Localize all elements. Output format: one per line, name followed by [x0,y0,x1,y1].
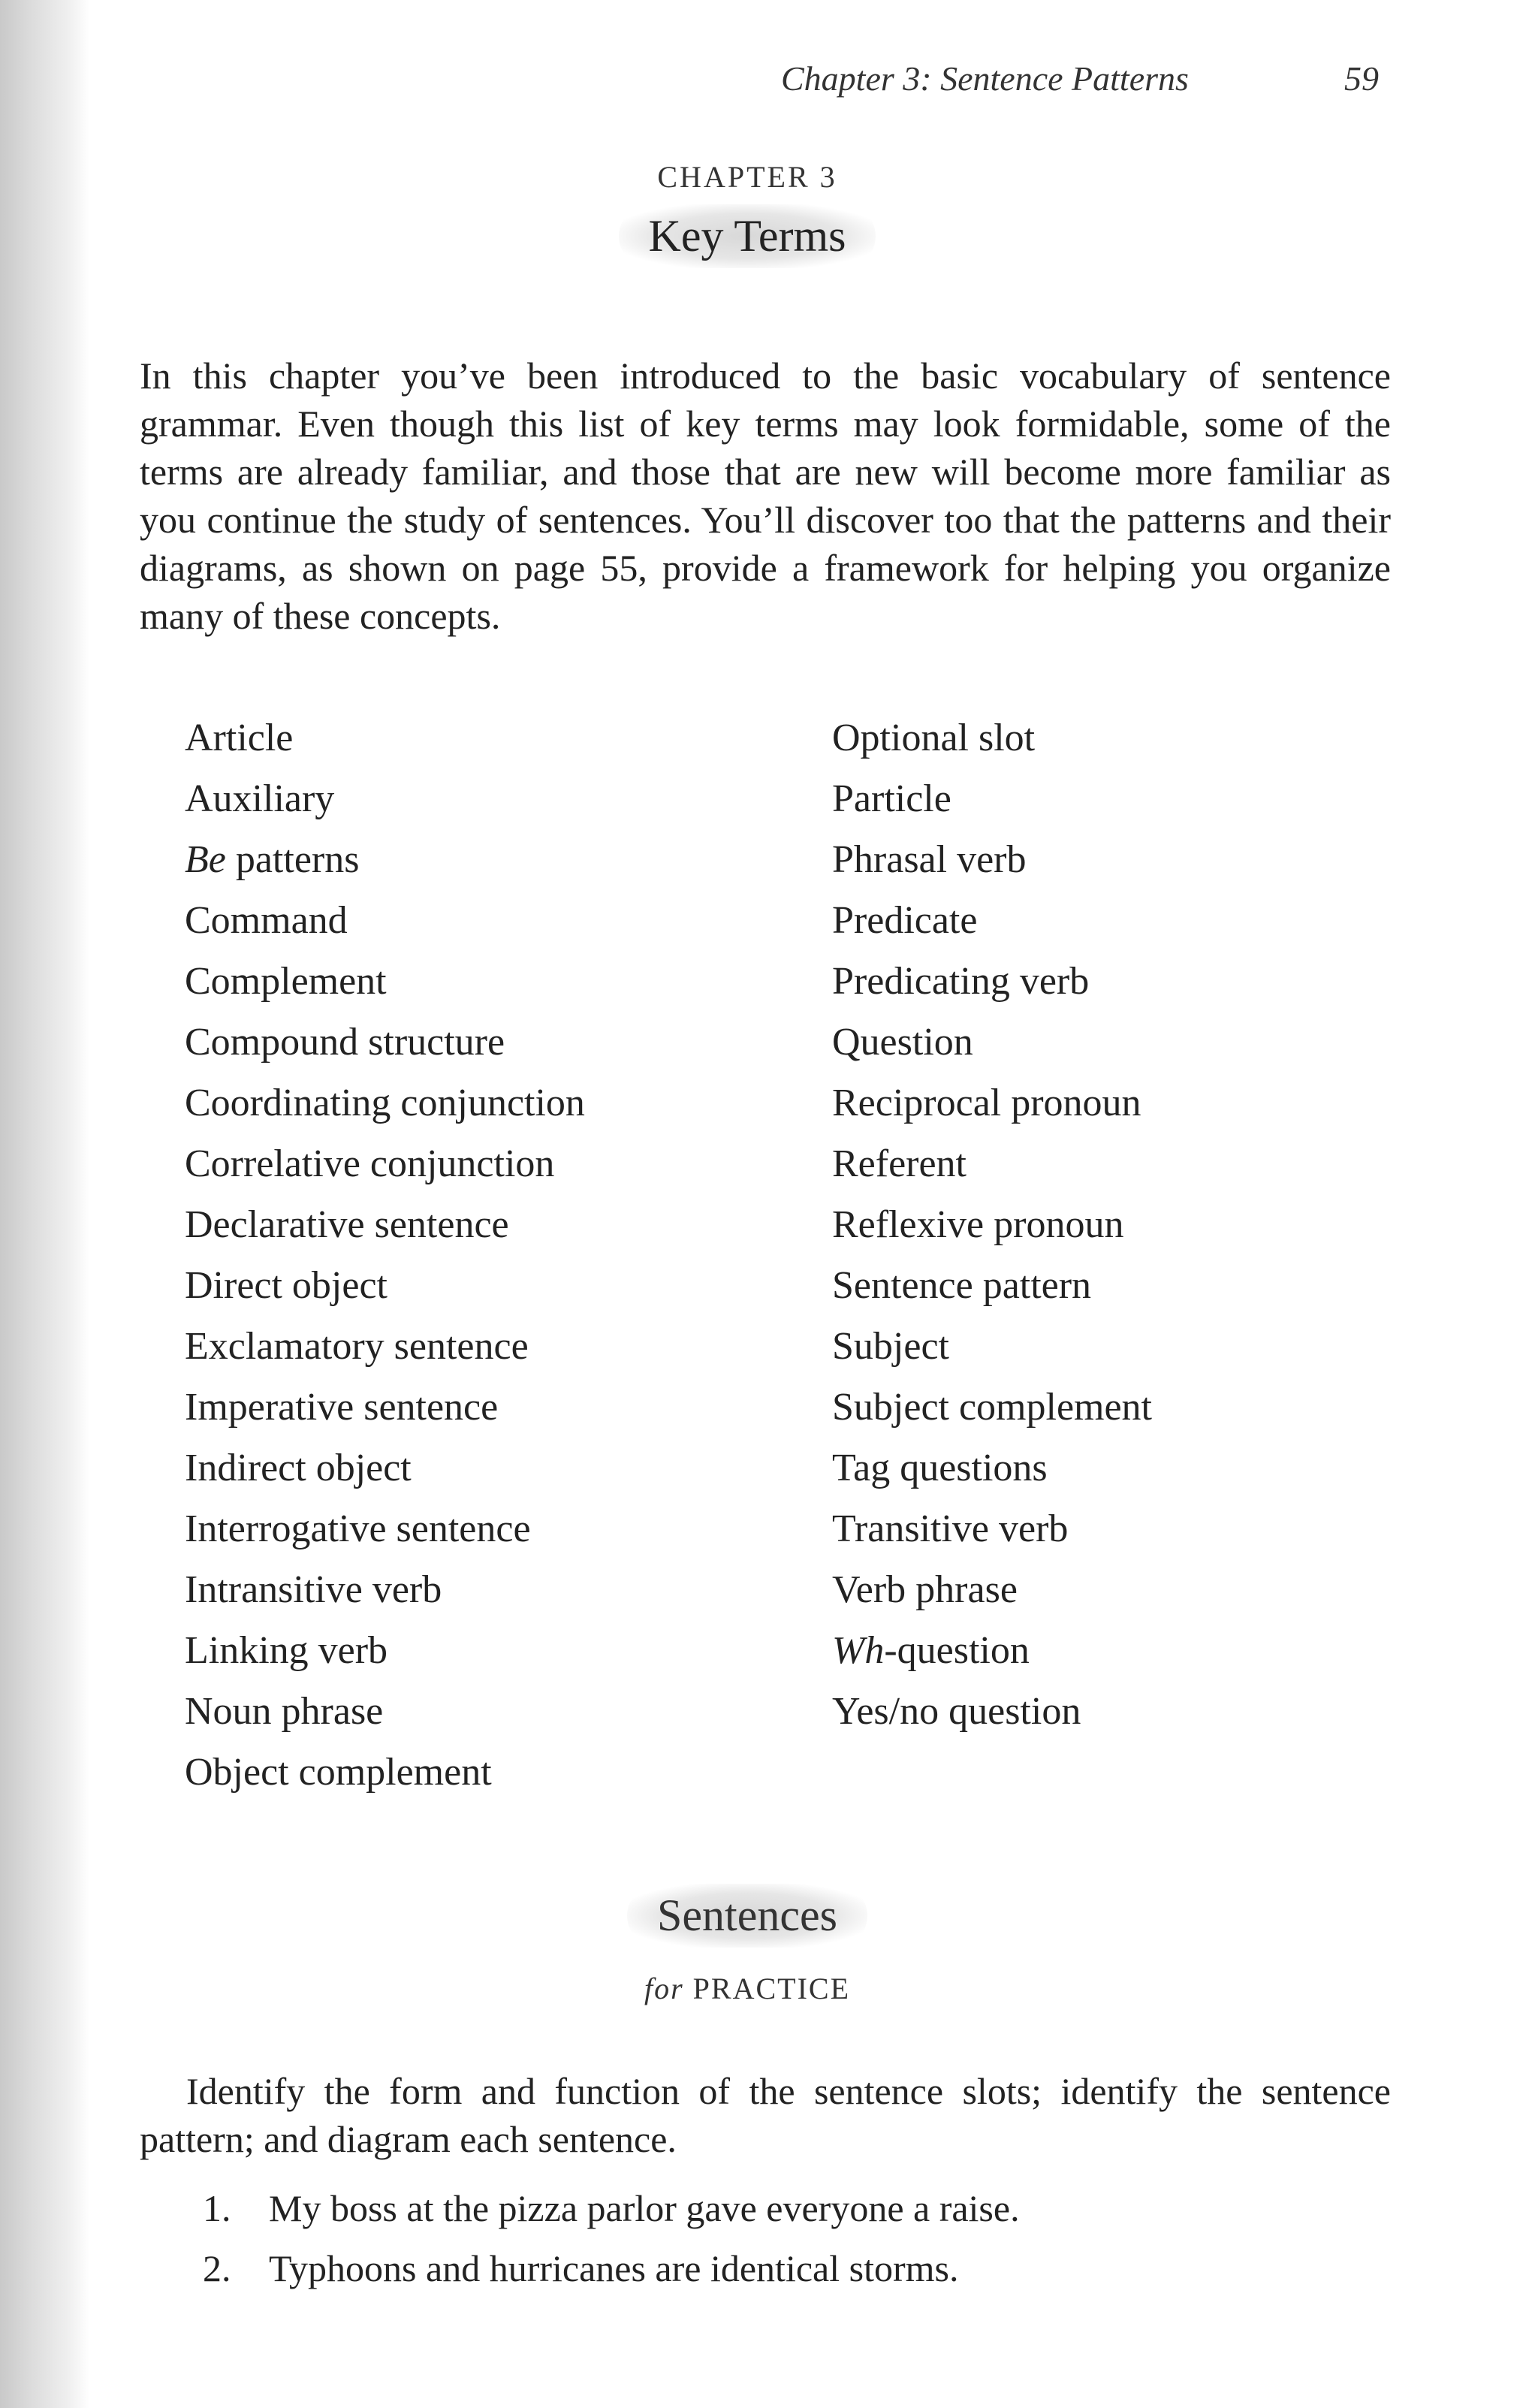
intro-paragraph: In this chapter you’ve been introduced to the basic vocabulary of sentence grammar. Even though this list of key terms may look formidable, some of the terms are already familiar, and those that are new will become more familiar as you continue the study of sentences. You’ll discover too that the patterns and their diagrams, as shown on page 55, provide a framework for helping you organize many of these concepts. [140,355,1391,637]
exercise-text: Typhoons and hurricanes are identical storms. [269,2247,959,2289]
key-term: Noun phrase [185,1690,384,1733]
key-term: Reflexive pronoun [832,1203,1124,1246]
key-term: Object complement [185,1751,492,1794]
key-term: Interrogative sentence [185,1507,531,1550]
practice-label-for: for [644,1972,684,2005]
key-term: Predicate [832,899,978,942]
exercise-number: 1. [203,2187,231,2229]
practice-label-word: PRACTICE [692,1972,851,2005]
key-term: Command [185,899,348,942]
exercise-number: 2. [203,2247,231,2289]
exercise-item [203,2178,1020,2238]
exercise-list [203,2178,1020,2298]
key-terms-heading: Key Terms [619,204,876,268]
running-head: Chapter 3: Sentence Patterns [781,59,1189,98]
key-term: Particle [832,777,951,820]
key-terms-list [0,708,1538,1804]
key-term: Correlative conjunction [185,1142,555,1185]
key-term: Sentence pattern [832,1264,1092,1307]
key-term: Transitive verb [832,1507,1069,1550]
key-terms-right-column [832,708,1152,1742]
key-term: Article [185,717,294,759]
key-term: Exclamatory sentence [185,1325,529,1368]
key-term-italic: Wh [832,1629,885,1672]
practice-instructions: Identify the form and function of the sentence slots; identify the sentence pattern; and diagram each sentence. [140,2070,1391,2160]
key-term: Yes/no question [832,1690,1081,1733]
key-term: Complement [185,960,387,1003]
key-term: Subject complement [832,1386,1153,1429]
key-term: Coordinating conjunction [185,1082,585,1124]
key-term: Declarative sentence [185,1203,509,1246]
sentences-heading-wrap [0,1884,1494,1948]
key-term: Question [832,1021,973,1064]
key-term-italic: Be [185,838,226,881]
chapter-label: CHAPTER 3 [657,160,837,194]
key-term: Verb phrase [832,1568,1018,1611]
key-term: Phrasal verb [832,838,1027,881]
key-term: Wh-question [832,1629,1030,1672]
key-term: Linking verb [185,1629,388,1672]
key-term: Be patterns [185,838,360,881]
key-term: Indirect object [185,1447,412,1489]
key-terms-left-column [185,708,585,1803]
key-term: Subject [832,1325,949,1368]
key-term: Imperative sentence [185,1386,499,1429]
practice-label [0,1971,1494,2006]
key-term: Referent [832,1142,967,1185]
sentences-heading: Sentences [627,1884,867,1948]
key-term: Reciprocal pronoun [832,1082,1141,1124]
key-term: Direct object [185,1264,388,1307]
key-term: Tag questions [832,1447,1048,1489]
exercise-item [203,2238,1020,2298]
key-term: Predicating verb [832,960,1090,1003]
exercise-text: My boss at the pizza parlor gave everyone a raise. [269,2187,1020,2229]
key-term: Compound structure [185,1021,505,1064]
key-term: Auxiliary [185,777,335,820]
page-number: 59 [1344,59,1379,98]
key-term: Optional slot [832,717,1036,759]
key-terms-heading-wrap [0,204,1494,268]
key-term: Intransitive verb [185,1568,442,1611]
